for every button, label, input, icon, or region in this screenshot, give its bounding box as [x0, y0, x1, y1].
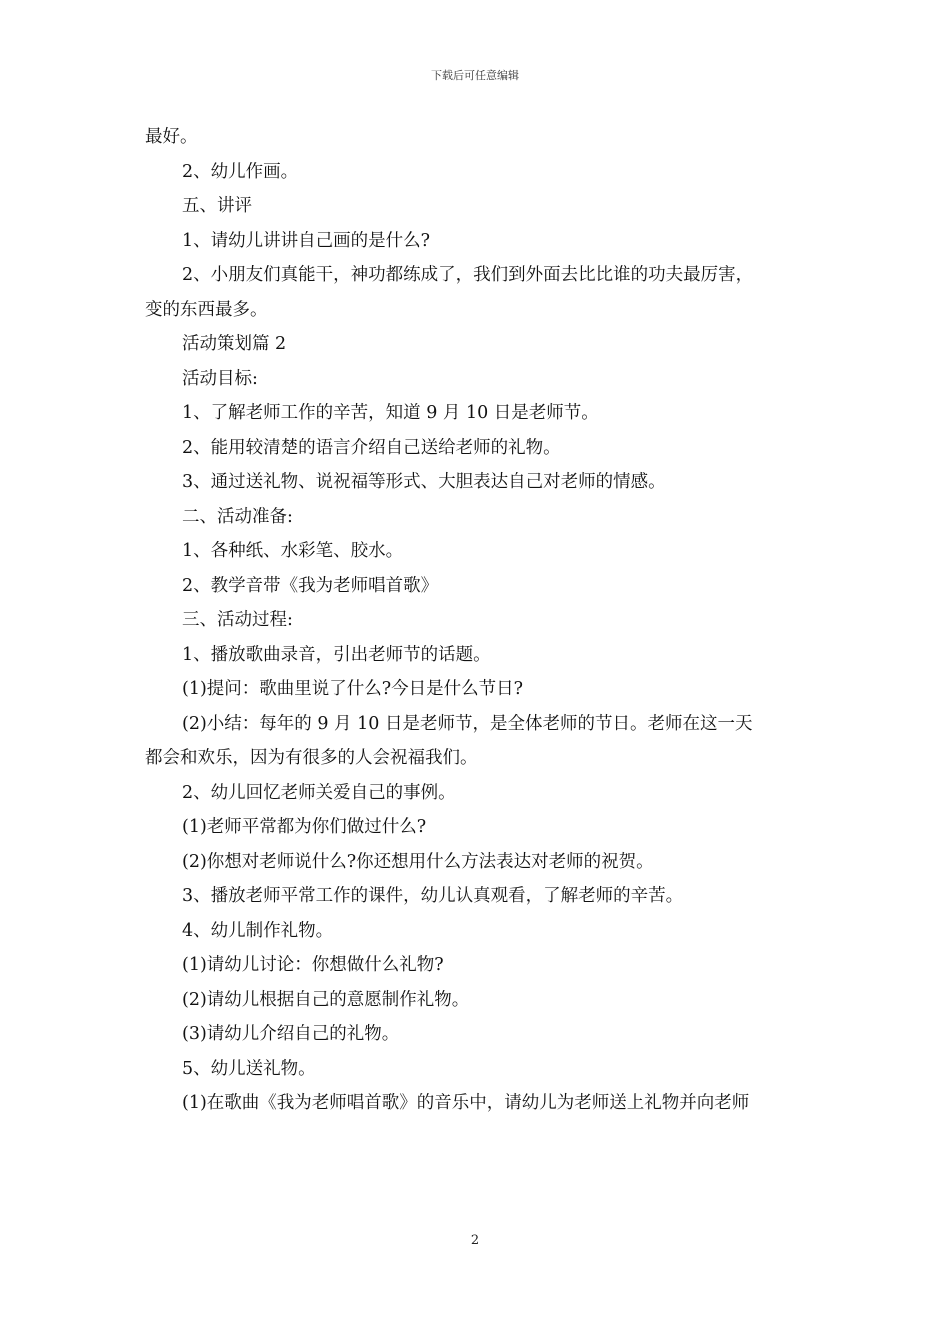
page-number: 2	[470, 1233, 480, 1248]
paragraph-line: 1、播放歌曲录音，引出老师节的话题。	[182, 644, 491, 665]
paragraph-line: 2、小朋友们真能干，神功都练成了，我们到外面去比比谁的功夫最厉害，	[182, 265, 754, 285]
paragraph-line: 2、能用较清楚的语言介绍自己送给老师的礼物。	[182, 437, 561, 458]
paragraph-line: (1)请幼儿讨论：你想做什么礼物?	[182, 955, 444, 975]
paragraph-line: 5、幼儿送礼物。	[182, 1058, 316, 1079]
paragraph-line: (2)你想对老师说什么?你还想用什么方法表达对老师的祝贺。	[182, 851, 654, 872]
paragraph-line: (1)老师平常都为你们做过什么?	[182, 817, 427, 837]
paragraph-line: 三、活动过程:	[182, 610, 293, 630]
page-header: 下载后可任意编辑	[431, 69, 519, 82]
paragraph-line: 1、请幼儿讲讲自己画的是什么?	[182, 230, 431, 251]
paragraph-line: 3、播放老师平常工作的课件，幼儿认真观看，了解老师的辛苦。	[182, 886, 684, 906]
document-body	[145, 120, 810, 1121]
paragraph-line: 五、讲评	[182, 196, 252, 216]
paragraph-line: 最好。	[145, 127, 198, 147]
paragraph-line: 都会和欢乐，因为有很多的人会祝福我们。	[145, 748, 478, 768]
paragraph-line: 4、幼儿制作礼物。	[182, 920, 334, 941]
paragraph-line: (1)在歌曲《我为老师唱首歌》的音乐中，请幼儿为老师送上礼物并向老师	[182, 1093, 750, 1113]
paragraph-line: (3)请幼儿介绍自己的礼物。	[182, 1024, 400, 1044]
paragraph-line: 1、了解老师工作的辛苦，知道 9 月 10 日是老师节。	[182, 403, 599, 423]
paragraph-line: 2、教学音带《我为老师唱首歌》	[182, 575, 439, 596]
paragraph-line: 1、各种纸、水彩笔、胶水。	[182, 541, 404, 561]
paragraph-line: (2)小结：每年的 9 月 10 日是老师节，是全体老师的节日。老师在这一天	[182, 713, 753, 734]
paragraph-line: (1)提问：歌曲里说了什么?今日是什么节日?	[182, 679, 524, 699]
paragraph-line: 2、幼儿作画。	[182, 161, 299, 182]
paragraph-line: 2、幼儿回忆老师关爱自己的事例。	[182, 782, 456, 803]
paragraph-line: 活动策划篇 2	[182, 334, 287, 354]
paragraph-line: (2)请幼儿根据自己的意愿制作礼物。	[182, 989, 470, 1010]
paragraph-line: 二、活动准备:	[182, 506, 293, 527]
paragraph-line: 变的东西最多。	[145, 299, 268, 320]
paragraph-line: 3、通过送礼物、说祝福等形式、大胆表达自己对老师的情感。	[182, 472, 666, 492]
paragraph-line: 活动目标:	[182, 368, 258, 389]
